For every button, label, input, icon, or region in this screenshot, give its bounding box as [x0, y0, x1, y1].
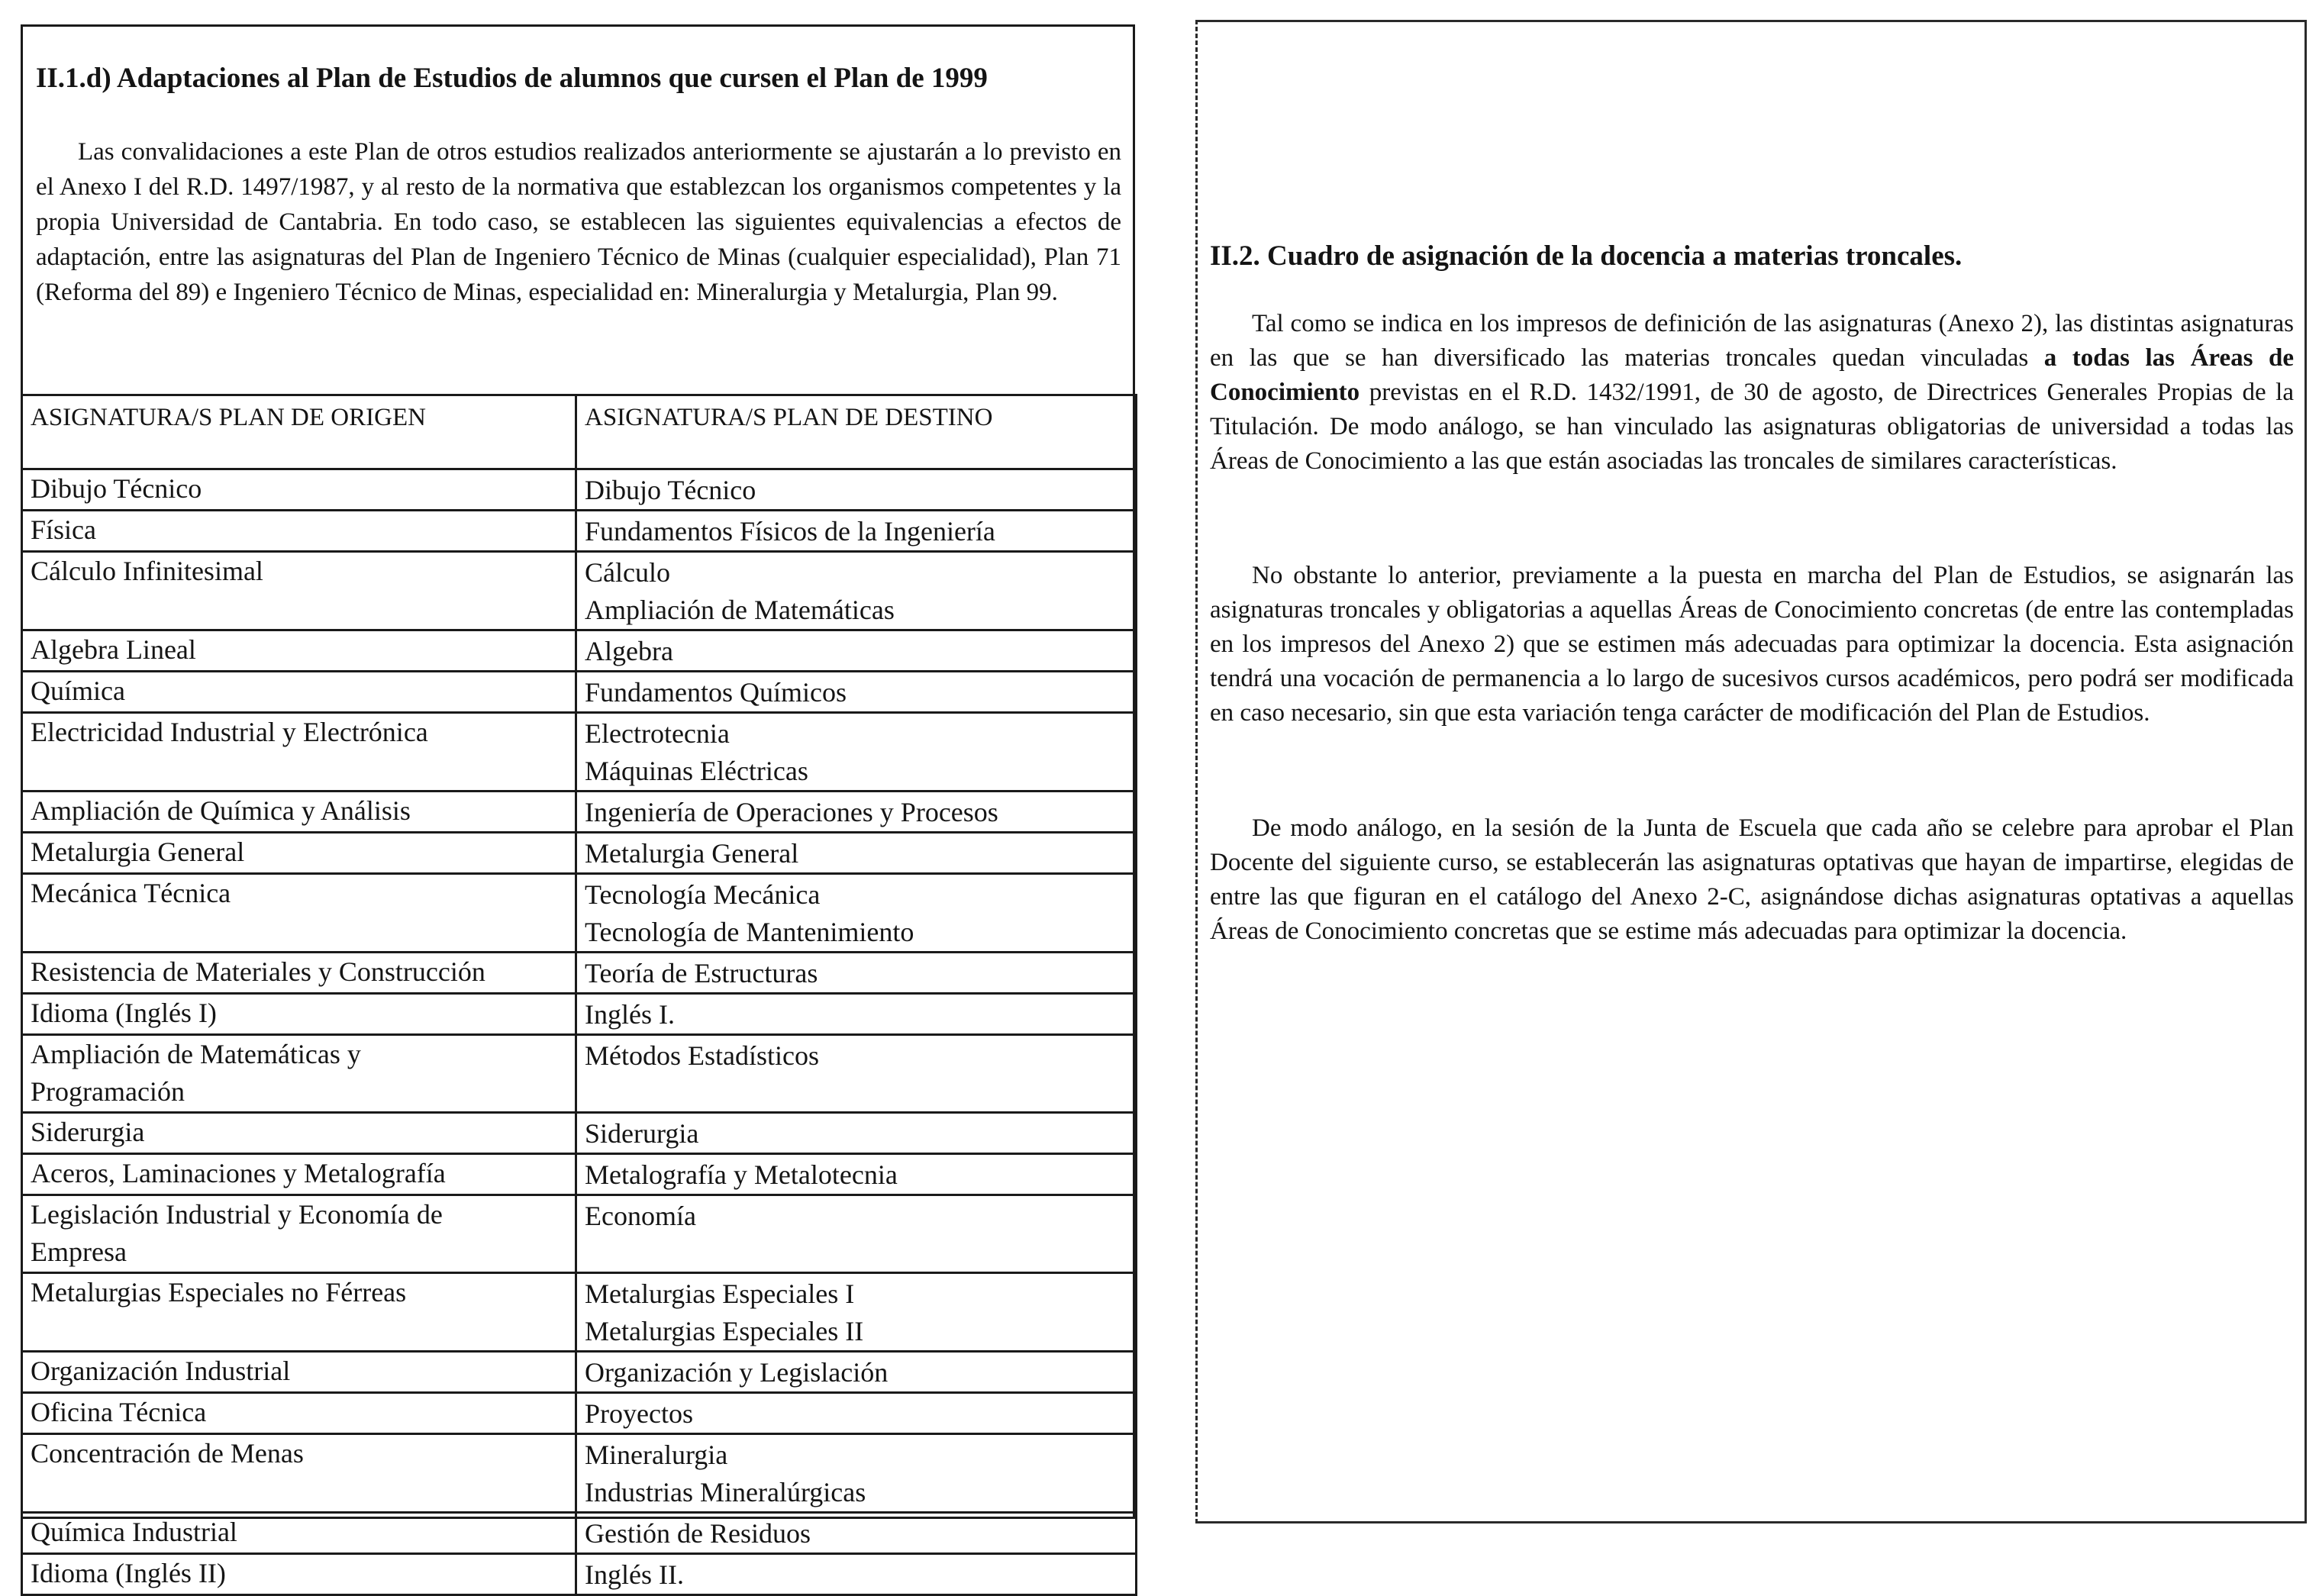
table-row [22, 1513, 1137, 1554]
section-heading-cuadro: II.2. Cuadro de asignación de la docencia a materias troncales. [1210, 240, 1963, 272]
table-row [22, 953, 1137, 994]
cell-origen: Resistencia de Materiales y Construcción [22, 953, 576, 994]
cell-destino: Gestión de Residuos [576, 1513, 1137, 1554]
table-row [22, 1393, 1137, 1434]
cell-origen: Dibujo Técnico [22, 469, 576, 511]
cell-origen: Siderurgia [22, 1113, 576, 1154]
paragraph-1-bold: a todas las Áreas de Conocimiento [1210, 344, 2294, 406]
table-row [22, 792, 1137, 833]
cell-origen: Legislación Industrial y Economía de Empresa [22, 1195, 576, 1273]
table-row [22, 713, 1137, 792]
table-row [22, 1113, 1137, 1154]
paragraph-1-text: Tal como se indica en los impresos de definición de las asignaturas (Anexo 2), las distintas asignaturas en las que se han diversificado las materias troncales quedan vinculadas [1210, 310, 2294, 372]
cell-origen: Mecánica Técnica [22, 874, 576, 953]
cell-destino: Metalurgia General [576, 833, 1137, 874]
cell-destino: Dibujo Técnico [576, 469, 1137, 511]
cell-origen: Física [22, 511, 576, 552]
cell-origen: Metalurgia General [22, 833, 576, 874]
cell-origen: Concentración de Menas [22, 1434, 576, 1513]
table-row [22, 469, 1137, 511]
cell-origen: Química Industrial [22, 1513, 576, 1554]
cell-origen: Oficina Técnica [22, 1393, 576, 1434]
table-row [22, 1434, 1137, 1513]
column-header-destino: ASIGNATURA/S PLAN DE DESTINO [576, 395, 1137, 469]
section-heading-adaptaciones: II.1.d) Adaptaciones al Plan de Estudios de alumnos que cursen el Plan de 1999 [36, 63, 988, 94]
cell-origen: Electricidad Industrial y Electrónica [22, 713, 576, 792]
cell-destino: Economía [576, 1195, 1137, 1273]
cell-destino: Fundamentos Físicos de la Ingeniería [576, 511, 1137, 552]
table-row [22, 630, 1137, 672]
cell-destino: Inglés I. [576, 994, 1137, 1035]
adaptation-table [21, 394, 1137, 1596]
cell-origen: Aceros, Laminaciones y Metalografía [22, 1154, 576, 1195]
table-row [22, 874, 1137, 953]
cell-destino: Siderurgia [576, 1113, 1137, 1154]
cell-origen: Ampliación de Matemáticas y Programación [22, 1035, 576, 1113]
cell-destino: Metalografía y Metalotecnia [576, 1154, 1137, 1195]
cell-origen: Ampliación de Química y Análisis [22, 792, 576, 833]
cell-destino: Ingeniería de Operaciones y Procesos [576, 792, 1137, 833]
table-row [22, 833, 1137, 874]
table-row [22, 1035, 1137, 1113]
cell-origen: Organización Industrial [22, 1352, 576, 1393]
table-row [22, 1154, 1137, 1195]
table-row [22, 1352, 1137, 1393]
table-row [22, 994, 1137, 1035]
paragraph-2: No obstante lo anterior, previamente a la puesta en marcha del Plan de Estudios, se asignarán las asignaturas troncales y obligatorias a aquellas Áreas de Conocimiento concretas (de entre las contempladas en los impresos del Anexo 2) que se estimen más adecuadas para optimizar la docencia. Esta asignación tendrá una vocación de permanencia a lo largo de sucesivos cursos académicos, pero podrá ser modificada en caso necesario, sin que esta variación tenga carácter de modificación del Plan de Estudios. [1210, 562, 2294, 727]
cell-destino: Tecnología Mecánica Tecnología de Mantenimiento [576, 874, 1137, 953]
cell-destino: Algebra [576, 630, 1137, 672]
cell-destino: Electrotecnia Máquinas Eléctricas [576, 713, 1137, 792]
cell-origen: Cálculo Infinitesimal [22, 552, 576, 630]
cell-origen: Metalurgias Especiales no Férreas [22, 1273, 576, 1352]
cell-origen: Idioma (Inglés II) [22, 1554, 576, 1595]
cell-destino: Fundamentos Químicos [576, 672, 1137, 713]
cell-origen: Química [22, 672, 576, 713]
cell-destino: Mineralurgia Industrias Mineralúrgicas [576, 1434, 1137, 1513]
cell-destino: Inglés II. [576, 1554, 1137, 1595]
right-page [1195, 20, 2307, 1523]
paragraph-1 [1210, 307, 2294, 479]
paragraph-3: De modo análogo, en la sesión de la Junta de Escuela que cada año se celebre para aprobar el Plan Docente del siguiente curso, se establecerán las asignaturas optativas que hayan de impartirse, elegidas de entre las que figuran en el catálogo del Anexo 2-C, asignándose dichas asignaturas optativas a aquellas Áreas de Conocimiento concretas que se estime más adecuadas para optimizar la docencia. [1210, 814, 2294, 945]
table-header-row [22, 395, 1137, 469]
cell-destino: Métodos Estadísticos [576, 1035, 1137, 1113]
column-header-origen: ASIGNATURA/S PLAN DE ORIGEN [22, 395, 576, 469]
table-row [22, 552, 1137, 630]
cell-destino: Cálculo Ampliación de Matemáticas [576, 552, 1137, 630]
cell-origen: Idioma (Inglés I) [22, 994, 576, 1035]
cell-origen: Algebra Lineal [22, 630, 576, 672]
table-row [22, 1273, 1137, 1352]
cell-destino: Organización y Legislación [576, 1352, 1137, 1393]
table-row [22, 1195, 1137, 1273]
left-page [21, 24, 1135, 1590]
paragraph-1-text-end: previstas en el R.D. 1432/1991, de 30 de agosto, de Directrices Generales Propias de la Titulación. De modo análogo, se han vinculado las asignaturas obligatorias de universidad a todas las Áreas de Conocimiento a las que están asociadas las troncales de similares características. [1210, 379, 2294, 475]
intro-paragraph: Las convalidaciones a este Plan de otros estudios realizados anteriormente se ajustarán a lo previsto en el Anexo I del R.D. 1497/1987, y al resto de la normativa que establezcan los organismos competentes y la propia Universidad de Cantabria. En todo caso, se establecen las siguientes equivalencias a efectos de adaptación, entre las asignaturas del Plan de Ingeniero Técnico de Minas (cualquier especialidad), Plan 71 (Reforma del 89) e Ingeniero Técnico de Minas, especialidad en: Mineralurgia y Metalurgia, Plan 99. [36, 138, 1121, 306]
cell-destino: Teoría de Estructuras [576, 953, 1137, 994]
cell-destino: Metalurgias Especiales I Metalurgias Especiales II [576, 1273, 1137, 1352]
table-row [22, 672, 1137, 713]
table-row [22, 511, 1137, 552]
table-row [22, 1554, 1137, 1595]
cell-destino: Proyectos [576, 1393, 1137, 1434]
